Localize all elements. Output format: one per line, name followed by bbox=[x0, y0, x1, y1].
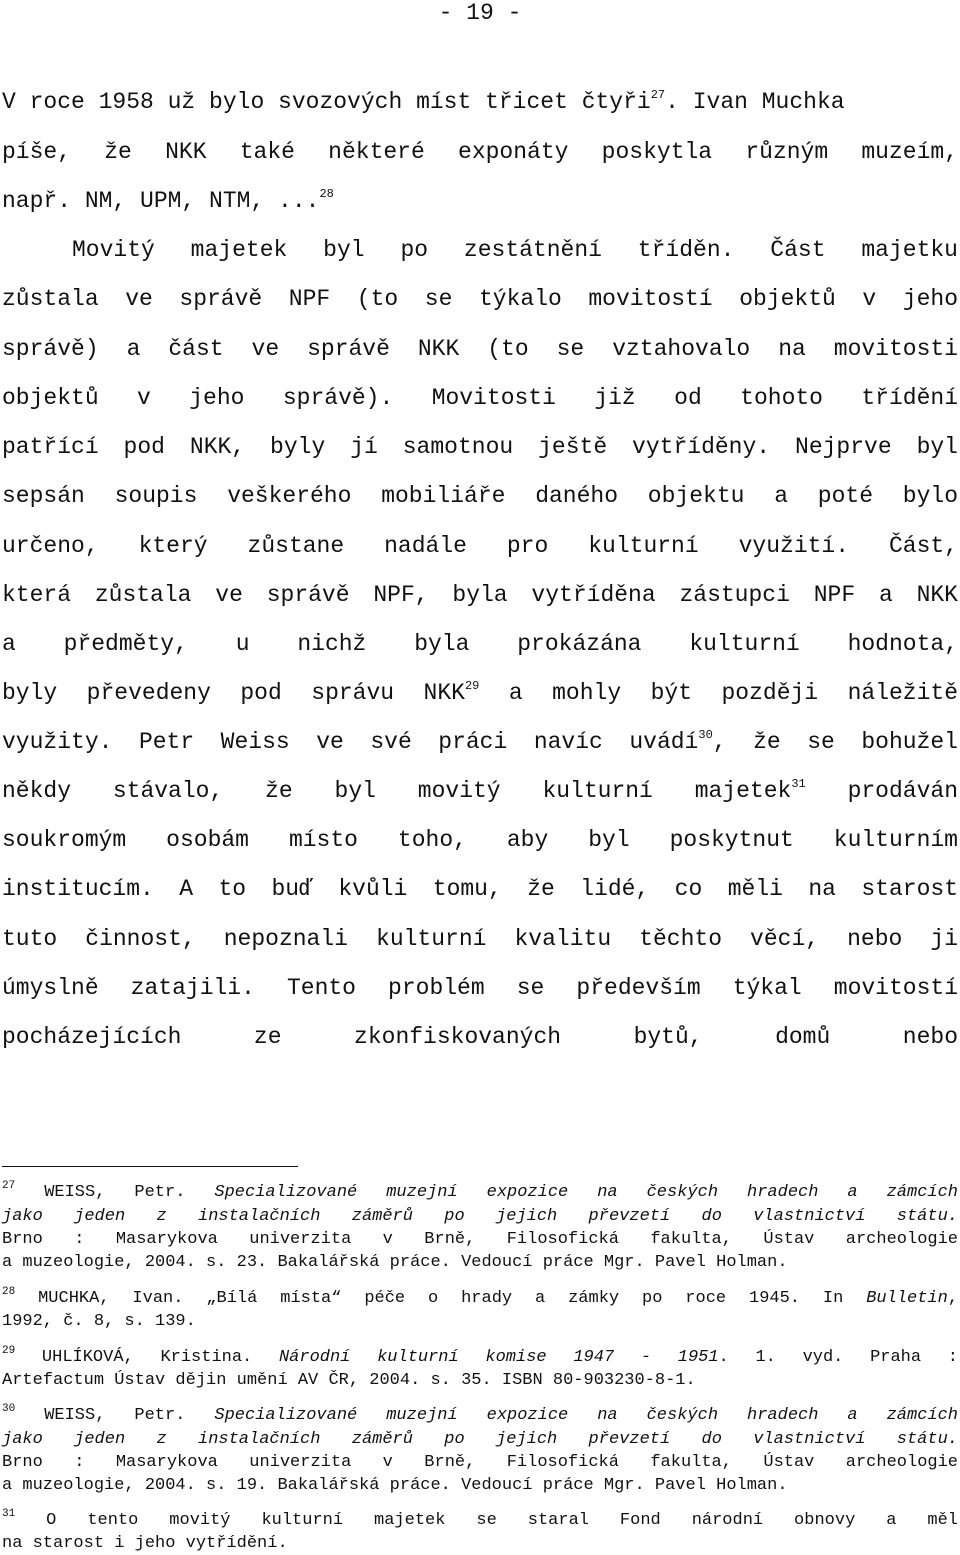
footnote-ref-31: 31 bbox=[791, 777, 806, 791]
footnote-27-line-3: Brno : Masarykova univerzita v Brně, Filosofická fakulta, Ústav archeologie bbox=[2, 1230, 958, 1249]
text: např. NM, UPM, NTM, ... bbox=[2, 188, 320, 214]
text: byly převedeny pod správu NKK bbox=[2, 680, 465, 706]
footnote-number-30: 30 bbox=[2, 1403, 16, 1415]
footnote-29-line-2: Artefactum Ústav dějin umění AV ČR, 2004. s. 35. ISBN 80-903230-8-1. bbox=[2, 1371, 696, 1390]
citation-title: jako jeden z instalačních záměrů po jejich převzetí do vlastnictví státu. bbox=[2, 1207, 958, 1226]
text: V roce 1958 už bylo svozových míst třicet čtyři bbox=[2, 89, 651, 115]
body-line-2: píše, že NKK také některé exponáty poskytla různým muzeím, bbox=[2, 139, 958, 165]
footnote-27-line-1 bbox=[2, 1181, 958, 1204]
body-line-16: soukromým osobám místo toho, aby byl poskytnut kulturním bbox=[2, 827, 958, 853]
body-line-4: Movitý majetek byl po zestátnění tříděn. Část majetku bbox=[72, 237, 958, 263]
footnote-ref-27: 27 bbox=[650, 88, 666, 102]
body-line-3 bbox=[2, 186, 958, 216]
body-line-11: která zůstala ve správě NPF, byla vytříděna zástupci NPF a NKK bbox=[2, 582, 958, 608]
body-line-15 bbox=[2, 776, 958, 806]
text: WEISS, Petr. bbox=[44, 1406, 215, 1425]
body-line-18: tuto činnost, nepoznali kulturní kvalitu těchto věcí, nebo ji bbox=[2, 926, 958, 952]
text: , že se bohužel bbox=[712, 729, 958, 755]
footnote-number-27: 27 bbox=[2, 1180, 16, 1192]
text: WEISS, Petr. bbox=[44, 1183, 215, 1202]
footnote-30-line-3: Brno : Masarykova univerzita v Brně, Filosofická fakulta, Ústav archeologie bbox=[2, 1453, 958, 1472]
text: O tento movitý kulturní majetek se staral Fond národní obnovy a měl bbox=[15, 1511, 958, 1530]
page-number: - 19 - bbox=[438, 0, 522, 26]
body-line-14 bbox=[2, 727, 958, 757]
footnote-27-line-2 bbox=[2, 1205, 958, 1228]
footnote-ref-28: 28 bbox=[319, 187, 334, 201]
text: využity. Petr Weiss ve své práci navíc uvádí bbox=[2, 729, 699, 755]
text: . Ivan Muchka bbox=[665, 89, 845, 115]
footnote-31-line-2: na starost i jeho vytřídění. bbox=[2, 1534, 288, 1553]
body-line-5: zůstala ve správě NPF (to se týkalo movitostí objektů v jeho bbox=[2, 286, 958, 312]
footnote-27-line-4: a muzeologie, 2004. s. 23. Bakalářská práce. Vedoucí práce Mgr. Pavel Holman. bbox=[2, 1253, 788, 1272]
citation-title: jako jeden z instalačních záměrů po jejich převzetí do vlastnictví státu. bbox=[2, 1430, 958, 1449]
body-line-9: sepsán soupis veškerého mobiliáře daného objektu a poté bylo bbox=[2, 483, 958, 509]
footnote-number-28: 28 bbox=[2, 1286, 16, 1298]
text: někdy stávalo, že byl movitý kulturní majetek bbox=[2, 778, 792, 804]
body-line-6: správě) a část ve správě NKK (to se vztahovalo na movitosti bbox=[2, 336, 958, 362]
footnote-30-line-1 bbox=[2, 1404, 958, 1427]
footnote-number-31: 31 bbox=[2, 1508, 16, 1520]
citation-title: Národní kulturní komise 1947 - 1951 bbox=[278, 1348, 719, 1367]
footnote-30-line-2 bbox=[2, 1428, 958, 1451]
footnote-30-line-4: a muzeologie, 2004. s. 19. Bakalářská práce. Vedoucí práce Mgr. Pavel Holman. bbox=[2, 1476, 788, 1495]
body-line-17: institucím. A to buď kvůli tomu, že lidé, co měli na starost bbox=[2, 876, 958, 902]
footnote-29-line-1 bbox=[2, 1346, 958, 1369]
footnote-number-29: 29 bbox=[2, 1345, 16, 1357]
body-line-7: objektů v jeho správě). Movitosti již od tohoto třídění bbox=[2, 385, 958, 411]
body-line-19: úmyslně zatajili. Tento problém se především týkal movitostí bbox=[2, 975, 958, 1001]
footnote-ref-29: 29 bbox=[464, 679, 480, 693]
footnote-28-line-1 bbox=[2, 1287, 958, 1310]
text: prodáván bbox=[805, 778, 958, 804]
text: , bbox=[947, 1289, 959, 1308]
journal-title: Bulletin bbox=[866, 1289, 948, 1308]
body-line-10: určeno, který zůstane nadále pro kulturní využití. Část, bbox=[2, 533, 958, 559]
text: MUCHKA, Ivan. „Bílá místa“ péče o hrady a zámky po roce 1945. In bbox=[38, 1289, 867, 1308]
citation-title: Specializované muzejní expozice na českých hradech a zámcích bbox=[214, 1406, 959, 1425]
body-line-12: a předměty, u nichž byla prokázána kulturní hodnota, bbox=[2, 631, 958, 657]
footnote-28-line-2: 1992, č. 8, s. 139. bbox=[2, 1312, 196, 1331]
text: UHLÍKOVÁ, Kristina. bbox=[41, 1348, 279, 1367]
footnote-31-line-1 bbox=[2, 1509, 958, 1532]
footnote-divider bbox=[2, 1166, 298, 1167]
citation-title: Specializované muzejní expozice na českých hradech a zámcích bbox=[214, 1183, 959, 1202]
footnote-ref-30: 30 bbox=[698, 728, 713, 742]
text: . 1. vyd. Praha : bbox=[718, 1348, 958, 1367]
body-line-20: pocházejících ze zkonfiskovaných bytů, domů nebo bbox=[2, 1024, 958, 1050]
body-line-13 bbox=[2, 678, 958, 708]
body-line-8: patřící pod NKK, byly jí samotnou ještě vytříděny. Nejprve byl bbox=[2, 434, 958, 460]
text: a mohly být později náležitě bbox=[479, 680, 959, 706]
body-line-1 bbox=[2, 87, 958, 117]
